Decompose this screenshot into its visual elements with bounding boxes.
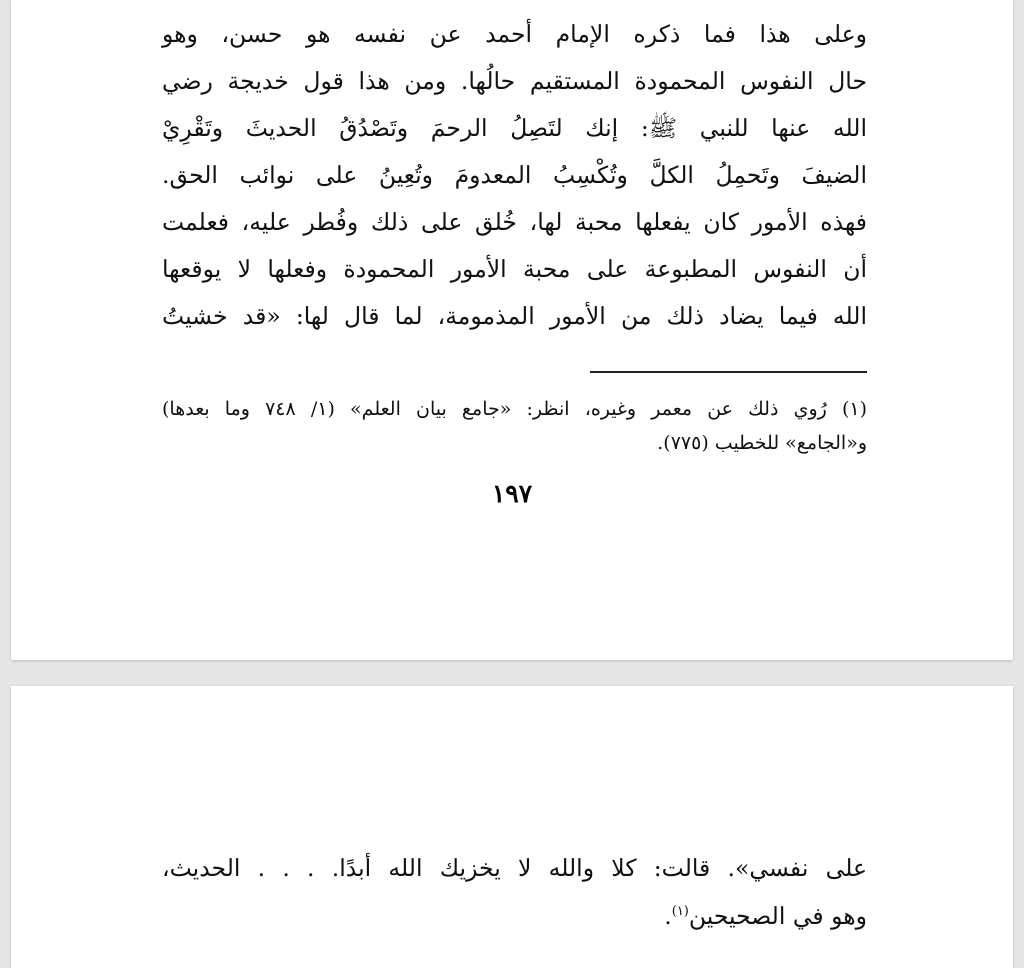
body-line: فهذه الأمور كان يفعلها محبة لها، خُلق على ذلك وفُطر عليه، فعلمت bbox=[162, 208, 867, 236]
body-line: الضيفَ وتَحمِلُ الكلَّ وتُكْسِبُ المعدومَ وتُعِينُ على نوائب الحق. bbox=[162, 161, 867, 189]
footnote-reference[interactable]: (١) bbox=[671, 904, 689, 920]
footnote-separator bbox=[590, 371, 867, 373]
page-top bbox=[11, 0, 1013, 660]
main-text bbox=[162, 0, 867, 340]
page-number: ١٩٧ bbox=[491, 479, 533, 508]
line-text: وهو في الصحيحين bbox=[688, 902, 867, 930]
body-line: أن النفوس المطبوعة على محبة الأمور المحمودة وفعلها لا يوقعها bbox=[162, 255, 867, 283]
body-line: الله عنها للنبي ﷺ: إنك لتَصِلُ الرحمَ وتَصْدُقُ الحديثَ وتَقْرِيْ bbox=[162, 114, 867, 142]
body-line: على نفسي». قالت: كلا والله لا يخزيك الله أبدًا. . . . الحديث، bbox=[162, 854, 867, 882]
line-end: . bbox=[664, 902, 672, 930]
page-bottom bbox=[11, 686, 1013, 968]
footnote-line: و«الجامع» للخطيب (٧٧٥). bbox=[657, 432, 867, 454]
body-line: حال النفوس المحمودة المستقيم حالُها. ومن هذا قول خديجة رضي bbox=[162, 67, 867, 95]
body-line: وعلى هذا فما ذكره الإمام أحمد عن نفسه هو حسن، وهو bbox=[162, 20, 867, 48]
continued-text bbox=[162, 844, 867, 954]
body-line: الله فيما يضاد ذلك من الأمور المذمومة، لما قال لها: «قد خشيتُ bbox=[162, 302, 867, 330]
body-line bbox=[162, 892, 867, 940]
footnote-line: (١) رُوي ذلك عن معمر وغيره، انظر: «جامع بيان العلم» (١/ ٧٤٨ وما بعدها) bbox=[162, 398, 867, 420]
footnotes bbox=[162, 392, 867, 472]
